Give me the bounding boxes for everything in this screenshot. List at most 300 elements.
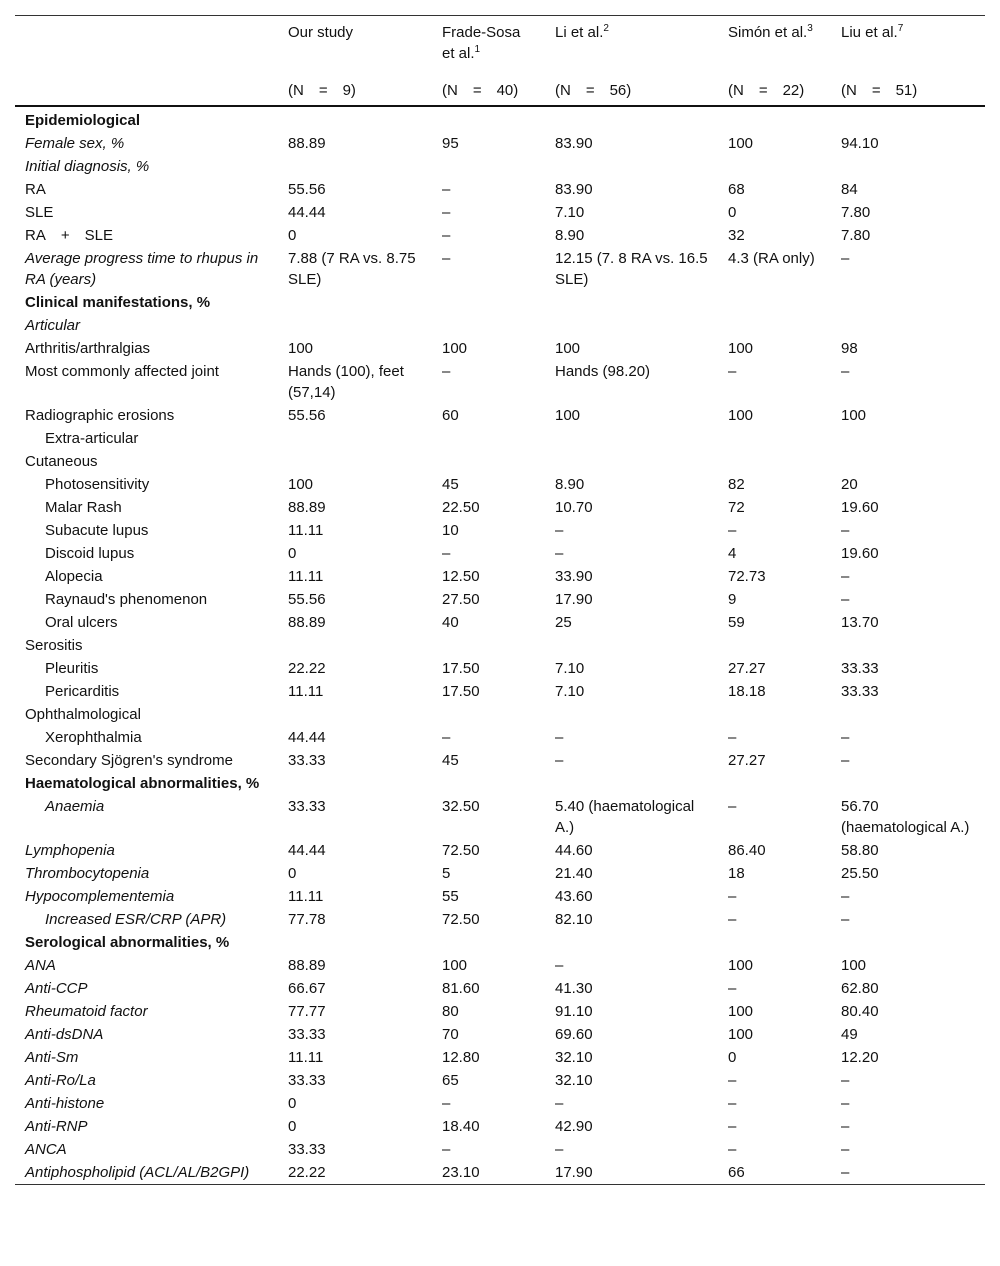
- n-simon: (N = 22): [728, 82, 805, 99]
- value-cell: 70: [442, 1026, 459, 1043]
- value-cell: –: [442, 181, 451, 198]
- value-cell: [278, 427, 432, 450]
- value-cell: [432, 450, 545, 473]
- value-cell: [831, 931, 985, 954]
- table-row: [15, 337, 985, 360]
- row-label: Thrombocytopenia: [25, 865, 150, 882]
- value-cell: 11.11: [288, 568, 324, 585]
- value-cell: –: [728, 1141, 737, 1158]
- value-cell: [432, 109, 545, 132]
- row-label: Epidemiological: [25, 112, 141, 129]
- header-our-study: Our study: [288, 24, 354, 41]
- value-cell: 100: [728, 1003, 754, 1020]
- value-cell: 12.80: [442, 1049, 480, 1066]
- value-cell: 7.80: [841, 227, 871, 244]
- value-cell: 25: [555, 614, 572, 631]
- row-label: Extra-articular: [45, 430, 139, 447]
- value-cell: 88.89: [288, 614, 326, 631]
- value-cell: 88.89: [288, 499, 326, 516]
- value-cell: –: [728, 798, 737, 815]
- table-row: [15, 450, 985, 473]
- value-cell: 55: [442, 888, 459, 905]
- value-cell: 60: [442, 407, 459, 424]
- value-cell: [831, 450, 985, 473]
- table-row: [15, 611, 985, 634]
- value-cell: 44.60: [555, 842, 593, 859]
- row-label: Photosensitivity: [45, 476, 150, 493]
- value-cell: 69.60: [555, 1026, 593, 1043]
- value-cell: [718, 703, 831, 726]
- value-cell: 65: [442, 1072, 459, 1089]
- table-row: [15, 496, 985, 519]
- value-cell: 12.20: [841, 1049, 879, 1066]
- table-row: [15, 954, 985, 977]
- value-cell: 32: [728, 227, 745, 244]
- value-cell: 72: [728, 499, 745, 516]
- value-cell: [545, 450, 718, 473]
- value-cell: 82.10: [555, 911, 593, 928]
- row-label: Ophthalmological: [25, 706, 141, 723]
- header-row: [15, 20, 985, 66]
- value-cell: –: [728, 1072, 737, 1089]
- row-label: Oral ulcers: [45, 614, 118, 631]
- row-label: Articular: [25, 317, 81, 334]
- value-cell: 5.40 (haematological A.): [555, 798, 695, 836]
- value-cell: 8.90: [555, 476, 585, 493]
- value-cell: [278, 931, 432, 954]
- value-cell: 7.88 (7 RA vs. 8.75 SLE): [288, 250, 416, 288]
- table-row: [15, 772, 985, 795]
- value-cell: –: [442, 1141, 451, 1158]
- table-row: [15, 1069, 985, 1092]
- value-cell: 41.30: [555, 980, 593, 997]
- value-cell: 62.80: [841, 980, 879, 997]
- value-cell: 100: [442, 957, 468, 974]
- row-label: Radiographic erosions: [25, 407, 175, 424]
- table-row: [15, 519, 985, 542]
- header-n-row: [15, 66, 985, 106]
- value-cell: 80: [442, 1003, 459, 1020]
- value-cell: [545, 703, 718, 726]
- value-cell: 0: [288, 1118, 297, 1135]
- value-cell: –: [555, 545, 564, 562]
- value-cell: –: [442, 363, 451, 380]
- value-cell: [278, 634, 432, 657]
- value-cell: –: [555, 1141, 564, 1158]
- value-cell: 17.50: [442, 660, 480, 677]
- value-cell: [718, 634, 831, 657]
- row-label: Haematological abnormalities, %: [25, 775, 260, 792]
- value-cell: 94.10: [841, 135, 879, 152]
- value-cell: 32.10: [555, 1072, 593, 1089]
- value-cell: –: [841, 250, 850, 267]
- value-cell: –: [442, 204, 451, 221]
- value-cell: 83.90: [555, 135, 593, 152]
- value-cell: 88.89: [288, 135, 326, 152]
- value-cell: 77.78: [288, 911, 326, 928]
- row-label: Female sex, %: [25, 135, 125, 152]
- table-row: [15, 224, 985, 247]
- value-cell: –: [555, 522, 564, 539]
- table-row: [15, 473, 985, 496]
- row-label: Pericarditis: [45, 683, 120, 700]
- value-cell: –: [728, 363, 737, 380]
- value-cell: 17.50: [442, 683, 480, 700]
- header-simon: Simón et al.$^3$: [728, 23, 813, 41]
- value-cell: –: [442, 729, 451, 746]
- row-label: Serological abnormalities, %: [25, 934, 230, 951]
- value-cell: 100: [442, 340, 468, 357]
- n-liu: (N = 51): [841, 82, 918, 99]
- row-label: Pleuritis: [45, 660, 99, 677]
- value-cell: 19.60: [841, 545, 879, 562]
- value-cell: –: [728, 1095, 737, 1112]
- n-li: (N = 56): [555, 82, 632, 99]
- value-cell: [545, 314, 718, 337]
- value-cell: –: [841, 522, 850, 539]
- n-frade-sosa: (N = 40): [442, 82, 519, 99]
- value-cell: –: [728, 911, 737, 928]
- value-cell: 7.10: [555, 683, 585, 700]
- value-cell: [831, 703, 985, 726]
- value-cell: 55.56: [288, 407, 326, 424]
- table-row: [15, 1115, 985, 1138]
- row-label: Antiphospholipid (ACL/AL/B2GPI): [25, 1164, 250, 1181]
- value-cell: [432, 772, 545, 795]
- value-cell: 82: [728, 476, 745, 493]
- table-row: [15, 155, 985, 178]
- value-cell: [278, 450, 432, 473]
- value-cell: 9: [728, 591, 737, 608]
- value-cell: 91.10: [555, 1003, 593, 1020]
- row-label: Hypocomplementemia: [25, 888, 175, 905]
- value-cell: –: [442, 227, 451, 244]
- table-row: [15, 291, 985, 314]
- value-cell: –: [442, 250, 451, 267]
- value-cell: [545, 634, 718, 657]
- table-row: [15, 201, 985, 224]
- row-label: Average progress time to rhupus in RA (years): [25, 250, 259, 288]
- value-cell: 0: [288, 545, 297, 562]
- value-cell: –: [841, 591, 850, 608]
- table-row: [15, 862, 985, 885]
- value-cell: –: [841, 568, 850, 585]
- value-cell: 11.11: [288, 1049, 324, 1066]
- value-cell: 33.90: [555, 568, 593, 585]
- value-cell: –: [555, 1095, 564, 1112]
- value-cell: 66.67: [288, 980, 326, 997]
- value-cell: 27.50: [442, 591, 480, 608]
- table-row: [15, 360, 985, 404]
- value-cell: [831, 155, 985, 178]
- value-cell: 8.90: [555, 227, 585, 244]
- value-cell: [545, 109, 718, 132]
- value-cell: [432, 703, 545, 726]
- value-cell: –: [841, 1072, 850, 1089]
- value-cell: –: [841, 1164, 850, 1181]
- value-cell: 22.22: [288, 660, 326, 677]
- value-cell: 100: [288, 476, 314, 493]
- value-cell: 58.80: [841, 842, 879, 859]
- value-cell: 55.56: [288, 181, 326, 198]
- value-cell: 100: [728, 135, 754, 152]
- row-label: Discoid lupus: [45, 545, 135, 562]
- value-cell: Hands (98.20): [555, 363, 651, 380]
- value-cell: 56.70 (haematological A.): [841, 798, 970, 836]
- value-cell: –: [728, 729, 737, 746]
- table-row: [15, 634, 985, 657]
- value-cell: 43.60: [555, 888, 593, 905]
- value-cell: [718, 931, 831, 954]
- value-cell: 88.89: [288, 957, 326, 974]
- table-row: [15, 1138, 985, 1161]
- table-row: [15, 885, 985, 908]
- value-cell: [831, 109, 985, 132]
- row-label: Anti-histone: [25, 1095, 105, 1112]
- value-cell: 44.44: [288, 204, 326, 221]
- value-cell: 49: [841, 1026, 858, 1043]
- value-cell: 66: [728, 1164, 745, 1181]
- value-cell: 27.27: [728, 660, 766, 677]
- value-cell: 45: [442, 752, 459, 769]
- value-cell: 45: [442, 476, 459, 493]
- table-row: [15, 749, 985, 772]
- value-cell: [718, 450, 831, 473]
- value-cell: 18.40: [442, 1118, 480, 1135]
- value-cell: 12.50: [442, 568, 480, 585]
- value-cell: 33.33: [288, 1141, 326, 1158]
- row-label: Anti-CCP: [25, 980, 88, 997]
- value-cell: 44.44: [288, 729, 326, 746]
- value-cell: 100: [841, 957, 867, 974]
- value-cell: [718, 109, 831, 132]
- table-row: [15, 703, 985, 726]
- value-cell: [432, 291, 545, 314]
- value-cell: 11.11: [288, 888, 324, 905]
- value-cell: 0: [288, 227, 297, 244]
- value-cell: 10: [442, 522, 459, 539]
- value-cell: [831, 634, 985, 657]
- value-cell: [432, 634, 545, 657]
- value-cell: 100: [728, 407, 754, 424]
- value-cell: 0: [288, 865, 297, 882]
- value-cell: 100: [728, 1026, 754, 1043]
- value-cell: 83.90: [555, 181, 593, 198]
- value-cell: 25.50: [841, 865, 879, 882]
- value-cell: [278, 314, 432, 337]
- value-cell: 11.11: [288, 683, 324, 700]
- row-label: ANA: [25, 957, 56, 974]
- table-row: [15, 931, 985, 954]
- header-li: Li et al.$^2$: [555, 23, 609, 41]
- row-label: Subacute lupus: [45, 522, 149, 539]
- table-row: [15, 839, 985, 862]
- value-cell: 44.44: [288, 842, 326, 859]
- value-cell: 22.50: [442, 499, 480, 516]
- table-row: [15, 427, 985, 450]
- value-cell: [278, 109, 432, 132]
- value-cell: [278, 703, 432, 726]
- value-cell: [432, 427, 545, 450]
- value-cell: [545, 772, 718, 795]
- value-cell: –: [841, 729, 850, 746]
- row-label: Serositis: [25, 637, 83, 654]
- value-cell: [831, 772, 985, 795]
- value-cell: 19.60: [841, 499, 879, 516]
- value-cell: 55.56: [288, 591, 326, 608]
- value-cell: [718, 155, 831, 178]
- value-cell: 33.33: [288, 1072, 326, 1089]
- value-cell: 21.40: [555, 865, 593, 882]
- value-cell: –: [555, 752, 564, 769]
- value-cell: [545, 427, 718, 450]
- row-label: Anti-dsDNA: [25, 1026, 104, 1043]
- comparison-table: [15, 15, 985, 1186]
- header-blank-cell: [15, 66, 278, 106]
- value-cell: –: [555, 729, 564, 746]
- value-cell: –: [555, 957, 564, 974]
- row-label: Lymphopenia: [25, 842, 115, 859]
- value-cell: [718, 291, 831, 314]
- table-row: [15, 657, 985, 680]
- row-label: RA + SLE: [25, 227, 113, 244]
- value-cell: –: [841, 752, 850, 769]
- value-cell: 72.50: [442, 911, 480, 928]
- table-row: [15, 680, 985, 703]
- value-cell: –: [442, 545, 451, 562]
- value-cell: 100: [841, 407, 867, 424]
- value-cell: 7.10: [555, 660, 585, 677]
- value-cell: –: [841, 1141, 850, 1158]
- row-label: Alopecia: [45, 568, 103, 585]
- table-row: [15, 314, 985, 337]
- value-cell: –: [728, 1118, 737, 1135]
- table-row: [15, 178, 985, 201]
- row-label: Initial diagnosis, %: [25, 158, 150, 175]
- value-cell: 42.90: [555, 1118, 593, 1135]
- value-cell: [278, 155, 432, 178]
- value-cell: –: [442, 1095, 451, 1112]
- header-liu: Liu et al.$^7$: [841, 23, 904, 41]
- value-cell: 68: [728, 181, 745, 198]
- value-cell: 17.90: [555, 591, 593, 608]
- value-cell: –: [728, 522, 737, 539]
- row-label: Cutaneous: [25, 453, 98, 470]
- value-cell: –: [841, 1118, 850, 1135]
- value-cell: –: [728, 888, 737, 905]
- value-cell: 100: [555, 407, 581, 424]
- table-row: [15, 542, 985, 565]
- value-cell: 0: [288, 1095, 297, 1112]
- row-label: Xerophthalmia: [45, 729, 142, 746]
- value-cell: 81.60: [442, 980, 480, 997]
- value-cell: [831, 314, 985, 337]
- value-cell: 86.40: [728, 842, 766, 859]
- table-row: [15, 404, 985, 427]
- table-row: [15, 247, 985, 291]
- table-row: [15, 1000, 985, 1023]
- value-cell: 100: [288, 340, 314, 357]
- header-frade-sosa: Frade-Sosa et al.$^1$: [442, 24, 521, 62]
- row-label: RA: [25, 181, 46, 198]
- value-cell: [432, 155, 545, 178]
- value-cell: [545, 155, 718, 178]
- value-cell: 33.33: [288, 798, 326, 815]
- value-cell: [432, 931, 545, 954]
- value-cell: 4.3 (RA only): [728, 250, 815, 267]
- table-row: [15, 726, 985, 749]
- value-cell: 0: [728, 1049, 737, 1066]
- value-cell: 23.10: [442, 1164, 480, 1181]
- value-cell: [718, 427, 831, 450]
- value-cell: [545, 291, 718, 314]
- row-label: Anti-RNP: [25, 1118, 88, 1135]
- table-row: [15, 109, 985, 132]
- value-cell: 98: [841, 340, 858, 357]
- value-cell: 100: [555, 340, 581, 357]
- value-cell: 32.10: [555, 1049, 593, 1066]
- value-cell: 7.10: [555, 204, 585, 221]
- row-label: Anti-Sm: [25, 1049, 79, 1066]
- table-row: [15, 977, 985, 1000]
- table-row: [15, 908, 985, 931]
- value-cell: 59: [728, 614, 745, 631]
- row-label: Secondary Sjögren's syndrome: [25, 752, 233, 769]
- row-label: Rheumatoid factor: [25, 1003, 148, 1020]
- value-cell: [831, 427, 985, 450]
- value-cell: 18: [728, 865, 745, 882]
- value-cell: 84: [841, 181, 858, 198]
- n-our-study: (N = 9): [288, 82, 356, 99]
- value-cell: 22.22: [288, 1164, 326, 1181]
- value-cell: 10.70: [555, 499, 593, 516]
- value-cell: –: [728, 980, 737, 997]
- row-label: Clinical manifestations, %: [25, 294, 211, 311]
- value-cell: [545, 931, 718, 954]
- value-cell: [278, 772, 432, 795]
- value-cell: 12.15 (7. 8 RA vs. 16.5 SLE): [555, 250, 708, 288]
- bottom-rule: [15, 1185, 985, 1187]
- value-cell: –: [841, 911, 850, 928]
- value-cell: –: [841, 363, 850, 380]
- row-label: Increased ESR/CRP (APR): [45, 911, 227, 928]
- value-cell: [718, 314, 831, 337]
- value-cell: [278, 291, 432, 314]
- row-label: Malar Rash: [45, 499, 122, 516]
- value-cell: [432, 314, 545, 337]
- value-cell: 27.27: [728, 752, 766, 769]
- table-row: [15, 1161, 985, 1185]
- value-cell: 11.11: [288, 522, 324, 539]
- value-cell: 7.80: [841, 204, 871, 221]
- value-cell: 100: [728, 957, 754, 974]
- row-label: Most commonly affected joint: [25, 363, 219, 380]
- value-cell: Hands (100), feet (57,14): [288, 363, 404, 401]
- value-cell: 20: [841, 476, 858, 493]
- value-cell: 40: [442, 614, 459, 631]
- value-cell: 33.33: [288, 752, 326, 769]
- value-cell: 18.18: [728, 683, 766, 700]
- row-label: Raynaud's phenomenon: [45, 591, 208, 608]
- header-blank-cell: [15, 20, 278, 66]
- value-cell: 100: [728, 340, 754, 357]
- value-cell: 77.77: [288, 1003, 326, 1020]
- row-label: Anti-Ro/La: [25, 1072, 96, 1089]
- row-label: ANCA: [25, 1141, 67, 1158]
- value-cell: 17.90: [555, 1164, 593, 1181]
- value-cell: 33.33: [841, 660, 879, 677]
- table-row: [15, 795, 985, 839]
